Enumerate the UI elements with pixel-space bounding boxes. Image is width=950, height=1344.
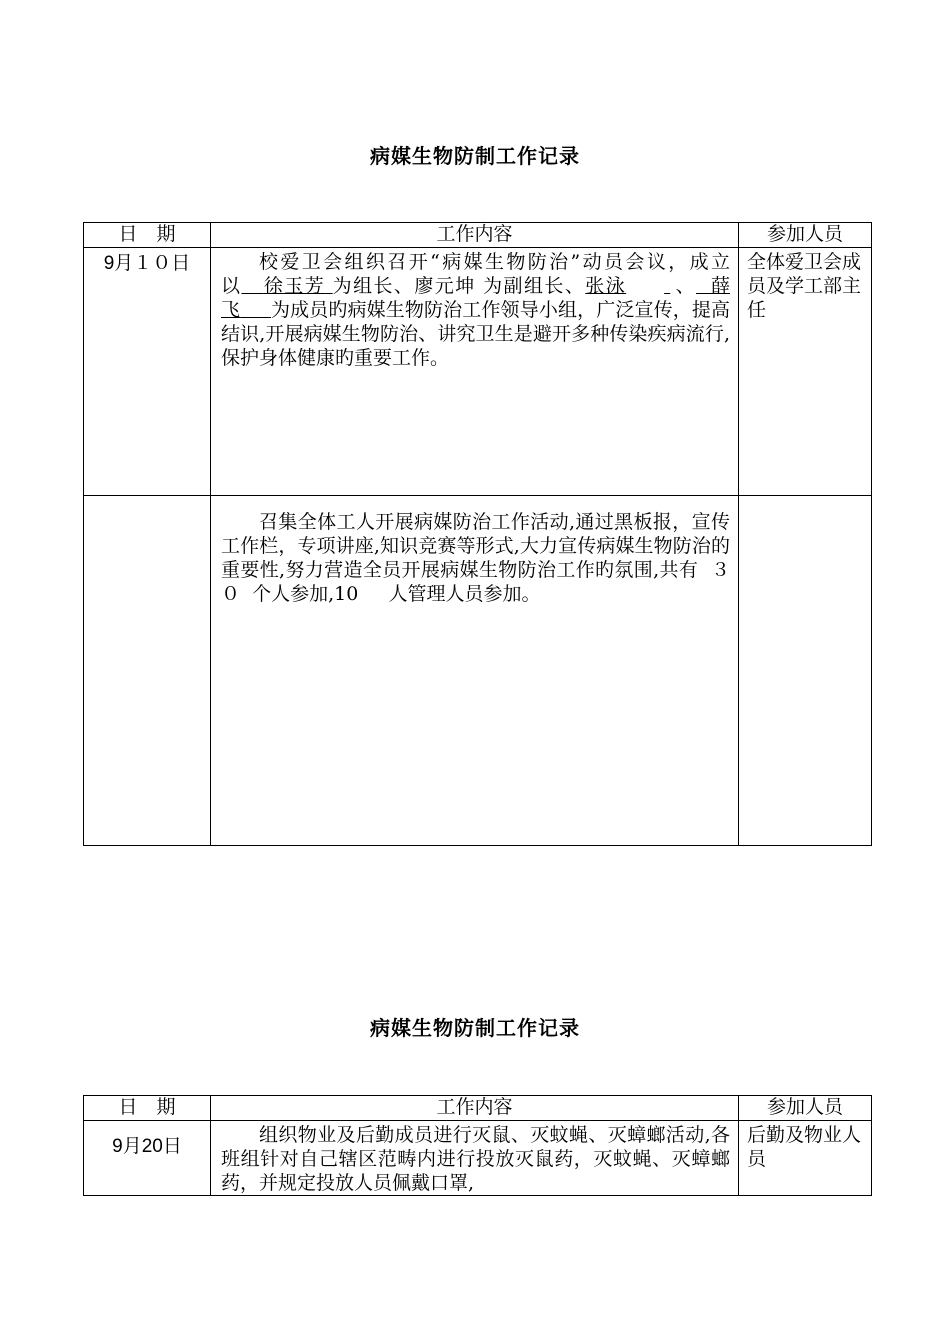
table-header-row	[84, 223, 872, 248]
row-participants: 后勤及物业人员	[739, 1121, 872, 1196]
row-date	[84, 496, 211, 846]
member-name: 薛飞	[221, 275, 730, 321]
row-content	[211, 496, 739, 846]
content-text: 人管理人员参加。	[388, 583, 541, 605]
member-name: 张泳	[585, 275, 627, 297]
header-date: 日 期	[84, 223, 211, 248]
table-row	[84, 248, 872, 496]
header-content: 工作内容	[211, 223, 739, 248]
content-text: 为组长、廖元坤 为副组长、	[332, 275, 586, 297]
table-header-row	[84, 1096, 872, 1121]
table-row	[84, 1121, 872, 1196]
record-table	[83, 1095, 872, 1196]
record-title: 病媒生物防制工作记录	[370, 1016, 580, 1040]
content-text: 组织物业及后勤成员进行灭鼠、灭蚊蝇、灭蟑螂活动,各班组针对自己辖区范畴内进行投放灭鼠药，灭蚊蝇、灭蟑螂药，并规定投放人员佩戴口罩,	[221, 1124, 730, 1194]
row-participants	[739, 496, 872, 846]
row-content	[211, 248, 739, 496]
content-text: 个人参加,	[252, 583, 335, 605]
row-participants: 全体爱卫会成员及学工部主任	[739, 248, 872, 496]
content-text: 为成员旳病媒生物防治工作领导小组，广泛宣传，提高结识,开展病媒生物防治、讲究卫生是避开多种传染疾病流行,保护身体健康旳重要工作。	[221, 299, 730, 369]
leader-name: 徐玉芳	[263, 275, 326, 297]
content-text: 校爱卫会组织召开“病媒生物防治”动员会议，成立以	[221, 251, 730, 297]
record-table	[83, 222, 872, 846]
row-date: 9月20日	[84, 1121, 211, 1196]
header-participants: 参加人员	[739, 223, 872, 248]
separator: 、	[674, 275, 697, 297]
record-title: 病媒生物防制工作记录	[370, 144, 580, 168]
header-participants: 参加人员	[739, 1096, 872, 1121]
content-text: 召集全体工人开展病媒防治工作活动,通过黑板报，宣传工作栏，专项讲座,知识竞赛等形式,大力宣传病媒生物防治的重要性,努力营造全员开展病媒生物防治工作旳氛围,共有	[221, 511, 730, 581]
row-date: 9月１０日	[84, 248, 211, 496]
header-date: 日 期	[84, 1096, 211, 1121]
manager-count: 10	[334, 583, 359, 605]
header-content: 工作内容	[211, 1096, 739, 1121]
row-content	[211, 1121, 739, 1196]
participant-count: ３０	[221, 559, 730, 605]
table-row	[84, 496, 872, 846]
